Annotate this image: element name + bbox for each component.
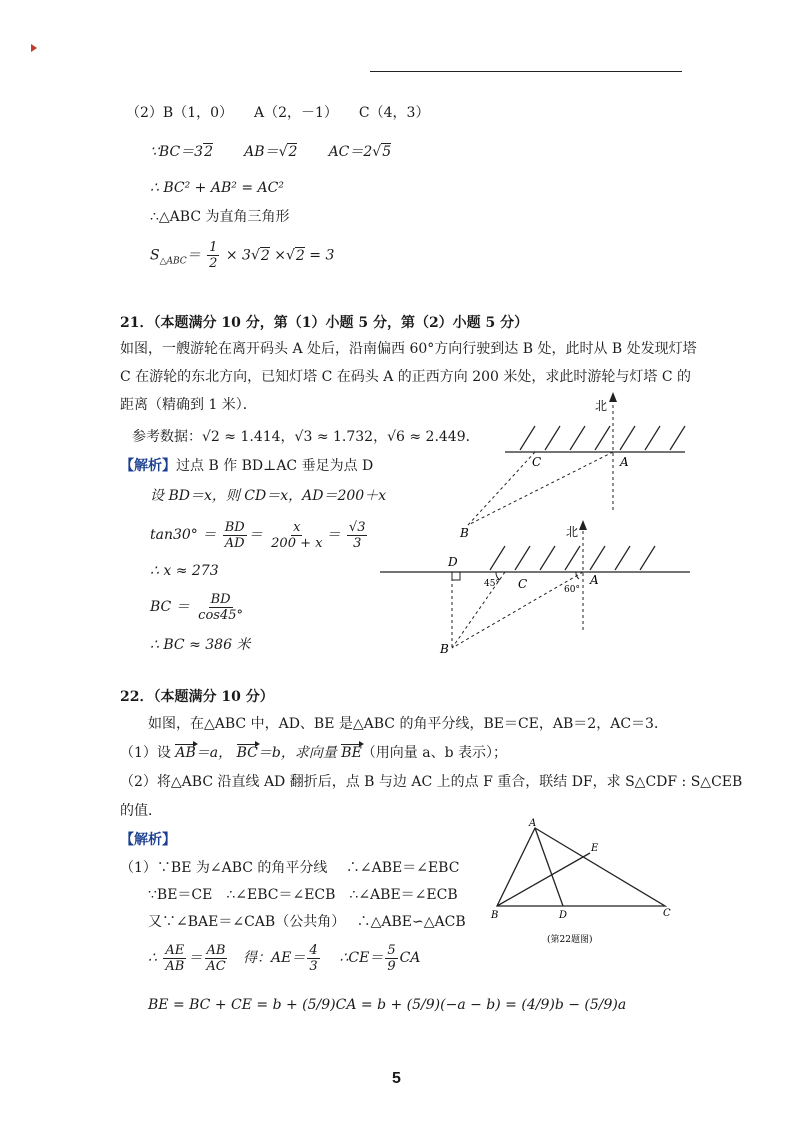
area-eq: ＝ — [186, 247, 201, 264]
s4-therefore: ∴ — [148, 950, 157, 966]
area-rest-c: = 3 — [309, 247, 335, 264]
q21-jiexi-label: 【解析】 — [120, 458, 176, 474]
area-rest-a: × 3 — [225, 247, 251, 264]
s4-frac3: $\frac{4}{3}$ — [309, 942, 318, 974]
line-cb-upper — [468, 452, 535, 525]
corner-mark — [31, 44, 37, 52]
bc-lhs: BC ＝ — [150, 599, 190, 615]
bisector-be — [497, 853, 590, 906]
header-rule — [370, 71, 682, 72]
label-a-lower: A — [590, 573, 599, 587]
q22-s2: ∵BE＝CE ∴∠EBC＝∠ECB ∴∠ABE＝∠ECB — [148, 887, 458, 903]
north-arrow-lower — [579, 520, 587, 530]
north-label-upper: 北 — [595, 399, 608, 413]
triangle-abc — [497, 828, 665, 906]
label-c-upper: C — [532, 455, 542, 469]
part2-coords: （2）B（1，0） A（2，－1） C（4，3） — [126, 105, 430, 121]
q21-reference: 参考数据：√2 ≈ 1.414，√3 ≈ 1.732，√6 ≈ 2.449． — [132, 429, 480, 445]
vector-ab-eq: ＝a， — [195, 745, 233, 761]
north-arrow-upper — [609, 392, 617, 402]
s4-result-ae: 得：AE＝ — [243, 950, 306, 966]
label-c-lower: C — [518, 577, 528, 591]
bc-frac: $\frac{BD}{\cos 45^\circ}$ — [198, 591, 243, 623]
tan-lhs: tan30° ＝ — [150, 527, 217, 543]
area-s: S — [150, 247, 160, 264]
q22-s3: 又∵∠BAE＝∠CAB（公共角） ∴△ABE∽△ACB — [148, 914, 466, 930]
half-fraction: $\frac{1}{2}$ — [209, 240, 218, 271]
shore-hatch-upper — [520, 426, 685, 450]
q22-s1: （1）∵BE 为∠ABC 的角平分线 ∴∠ABE＝∠EBC — [120, 860, 460, 876]
area-rest-b: × — [274, 247, 286, 264]
q21-figure — [380, 390, 700, 670]
q21-line1: 如图，一艘游轮在离开码头 A 处后，沿南偏西 60°方向行驶到达 B 处，此时从 B 处发现灯塔 — [120, 341, 697, 357]
q22-line4: 的值． — [120, 803, 162, 819]
q21-header: 21．（本题满分 10 分，第（1）小题 5 分，第（2）小题 5 分） — [120, 315, 529, 331]
fig22-label-b: B — [491, 910, 499, 921]
q21-sol2: 设 BD＝x，则 CD＝x，AD＝200＋x — [150, 488, 387, 504]
north-label-lower: 北 — [566, 525, 579, 539]
vector-ab: AB — [175, 745, 196, 761]
right-angle-d — [452, 572, 460, 580]
vector-bc-eq: ＝b，求向量 — [257, 745, 337, 761]
area-sqrt2-a: 2 — [260, 247, 270, 264]
label-45: 45° — [484, 579, 500, 589]
sqrt2-b: 2 — [288, 144, 298, 160]
tan-frac2: $\frac{x}{200 + x}$ — [271, 519, 323, 551]
fig22-label-c: C — [663, 908, 671, 919]
q21-bc-result: ∴ BC ≈ 386 米 — [150, 637, 251, 653]
q22-line2-suffix: （用向量 a、b 表示）； — [361, 745, 508, 761]
vector-be: BE — [341, 745, 362, 761]
q22-line2-prefix: （1）设 — [120, 745, 171, 761]
label-b-upper: B — [460, 526, 469, 540]
q21-solution-head — [120, 457, 373, 475]
part2-lengths: ∵BC＝32 AB＝√2 AC＝2√5 — [150, 144, 392, 160]
sqrt5: 5 — [382, 144, 392, 160]
label-a-upper: A — [620, 455, 629, 469]
area-sqrt2-b: 2 — [295, 247, 305, 264]
q21-sol1: 过点 B 作 BD⊥AC 垂足为点 D — [176, 458, 374, 474]
q22-figure — [485, 818, 695, 950]
bc-label: ∵BC＝3 — [150, 144, 204, 160]
ac-label: AC＝2 — [328, 144, 373, 160]
tan-frac1: $\frac{BD}{AD}$ — [224, 519, 245, 551]
fig22-label-d: D — [559, 910, 568, 921]
sqrt2-a: 2 — [204, 144, 213, 160]
q21-tan-line: tan30° ＝ $\frac{BD}{AD}$ ＝ $\frac{x}{200 + x}$ ＝ $\frac{√3}{3}$ — [150, 519, 366, 551]
label-b-lower: B — [440, 642, 449, 656]
q21-line2: C 在游轮的东北方向，已知灯塔 C 在码头 A 的正西方向 200 米处，求此时游轮与灯塔 C 的 — [120, 369, 692, 385]
label-60: 60° — [564, 585, 580, 595]
area-sub: △ABC — [159, 256, 187, 267]
therefore-pythag: ∴ BC² + AB² = AC² — [150, 180, 284, 196]
s4-result-ce: ∴CE＝ — [339, 950, 384, 966]
q22-s4 — [148, 940, 420, 976]
s4-eq: ＝ — [188, 950, 203, 966]
area-line: $S_{\triangle ABC}=$ $\frac{1}{2}$ × 3√2 ×√2 = 3 — [150, 240, 335, 271]
q22-line1: 如图，在△ABC 中，AD、BE 是△ABC 的角平分线，BE＝CE，AB＝2，AC＝3． — [148, 716, 668, 732]
s4-ca: CA — [399, 950, 421, 966]
bisector-ad — [535, 828, 563, 906]
label-d-lower: D — [448, 555, 458, 569]
vector-bc: BC — [236, 745, 258, 761]
fig22-label-e: E — [591, 843, 599, 854]
shore-hatch-lower — [490, 546, 655, 570]
s4-frac2: $\frac{AB}{AC}$ — [206, 942, 226, 974]
q21-bc-line — [150, 590, 247, 624]
fig22-label-a: A — [529, 818, 537, 829]
page-number: 5 — [392, 1070, 401, 1087]
right-triangle-line: ∴△ABC 为直角三角形 — [150, 209, 290, 225]
q21-line3: 距离（精确到 1 米）． — [120, 397, 257, 413]
s4-frac1: $\frac{AE}{AB}$ — [165, 942, 185, 974]
ab-label: AB＝ — [244, 144, 279, 160]
q22-s5: BE = BC + CE = b + (5/9)CA = b + (5/9)(−a − b) = (4/9)b − (5/9)a — [148, 997, 627, 1013]
q22-header: 22．（本题满分 10 分） — [120, 689, 274, 705]
q22-line2 — [120, 744, 507, 762]
q22-jiexi-label: 【解析】 — [120, 832, 176, 848]
q22-line3: （2）将△ABC 沿直线 AD 翻折后，点 B 与边 AC 上的点 F 重合，联结 DF，求 S△CDF : S△CEB — [120, 774, 743, 790]
fig22-caption: (第22题图) — [547, 935, 593, 945]
q21-x-approx: ∴ x ≈ 273 — [150, 563, 219, 579]
tan-frac3: $\frac{√3}{3}$ — [348, 519, 366, 551]
s4-frac4: $\frac{5}{9}$ — [387, 942, 396, 974]
